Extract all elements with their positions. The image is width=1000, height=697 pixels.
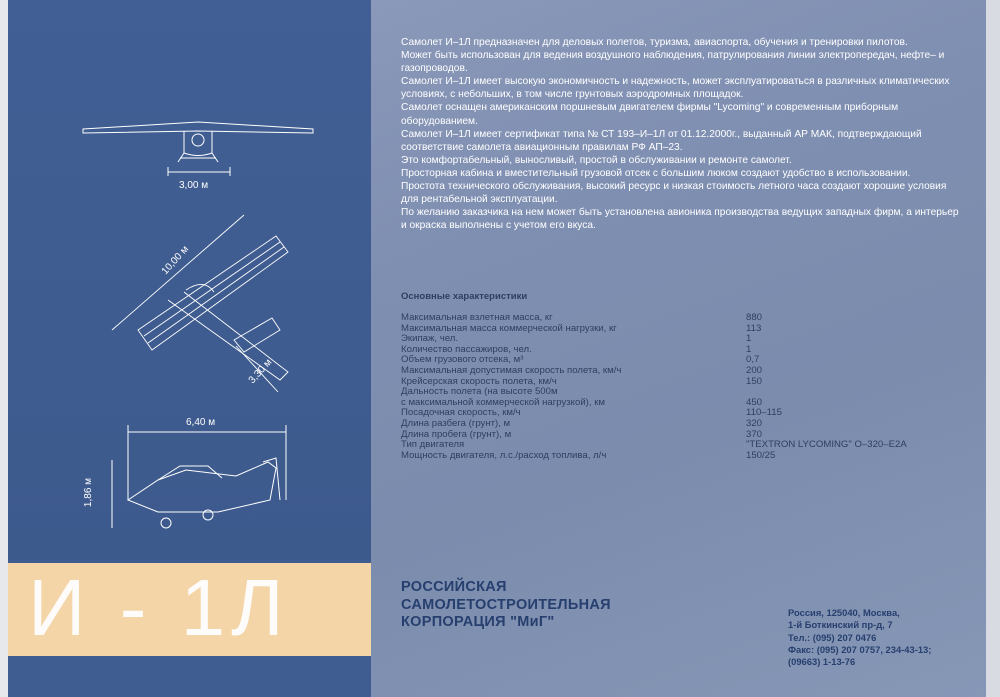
description-paragraph: Это комфортабельный, выносливый, простой в обслуживании и ремонте самолет. bbox=[401, 154, 792, 166]
spec-value: 1 bbox=[746, 343, 752, 355]
dimension-front-width: 3,00 м bbox=[179, 180, 209, 191]
corporation-line: САМОЛЕТОСТРОИТЕЛЬНАЯ bbox=[401, 596, 611, 613]
spec-row bbox=[401, 451, 961, 462]
spec-value: 1 bbox=[746, 333, 752, 345]
spec-label: Длина разбега (грунт), м bbox=[401, 417, 511, 429]
corporation-line: РОССИЙСКАЯ bbox=[401, 579, 507, 595]
spec-row bbox=[401, 313, 961, 324]
description bbox=[401, 36, 961, 232]
address-line: Россия, 125040, Москва, bbox=[788, 607, 900, 618]
corporation-name bbox=[401, 579, 611, 632]
specs-table bbox=[401, 313, 961, 461]
dimension-span: 10,00 м bbox=[159, 243, 192, 278]
spec-row bbox=[401, 387, 961, 408]
spec-value: 370 bbox=[746, 428, 763, 440]
contact-address bbox=[788, 607, 931, 668]
spec-value: 150 bbox=[746, 375, 763, 387]
description-paragraph: Просторная кабина и вместительный грузовой отсек с большим люком создают удобство в использовании. bbox=[401, 167, 911, 179]
spec-value: 450 bbox=[746, 396, 763, 408]
spec-value: 880 bbox=[746, 312, 763, 323]
spec-row bbox=[401, 419, 961, 430]
spec-label: Дальность полета (на высоте 500м с максимальной коммерческой нагрузкой), км bbox=[401, 386, 606, 408]
fax-line: (09663) 1-13-76 bbox=[788, 656, 856, 668]
description-paragraph: Самолет И–1Л предназначен для деловых полетов, туризма, авиаспорта, обучения и тренировки пилотов. bbox=[401, 37, 908, 48]
spec-value: 150/25 bbox=[746, 449, 776, 461]
spec-label: Длина пробега (грунт), м bbox=[401, 428, 512, 440]
dimension-height: 1,86 м bbox=[83, 477, 95, 508]
description-paragraph: Может быть использован для ведения воздушного наблюдения, патрулирования линии электропередач, нефте– и газопроводов. bbox=[401, 50, 945, 75]
address-line: 1-й Боткинский пр-д, 7 bbox=[788, 619, 893, 631]
aircraft-drawings bbox=[8, 0, 371, 560]
description-paragraph: Простота технического обслуживания, высокий ресурс и низкая стоимость летного часа создают хорошие условия для рентабельной эксплуатации. bbox=[401, 181, 947, 206]
description-paragraph: По желанию заказчика на нем может быть установлена авионика производства ведущих западных фирм, а интерьер и окраска выполнены с учетом его вкуса. bbox=[401, 207, 959, 232]
spec-label: Объем грузового отсека, м³ bbox=[401, 354, 524, 366]
dimension-length: 6,40 м bbox=[186, 417, 216, 428]
description-paragraph: Самолет И–1Л имеет высокую экономичность и надежность, может эксплуатироваться в различных климатических условиях, с небольших, в том числе грунтовых аэродромных площадок. bbox=[401, 76, 950, 101]
spec-value: 0,7 bbox=[746, 354, 760, 366]
spec-label: Максимальная взлетная масса, кг bbox=[401, 312, 553, 323]
corporation-line: КОРПОРАЦИЯ "МиГ" bbox=[401, 614, 555, 630]
spec-label: Мощность двигателя, л.с./расход топлива, л/ч bbox=[401, 449, 607, 461]
spec-label: Посадочная скорость, км/ч bbox=[401, 407, 521, 419]
spec-row bbox=[401, 366, 961, 377]
spec-value: "TEXTRON LYCOMING" O–320–E2A bbox=[746, 439, 907, 451]
spec-label: Тип двигателя bbox=[401, 439, 465, 451]
spec-row bbox=[401, 324, 961, 335]
specs-title: Основные характеристики bbox=[401, 291, 528, 302]
side-view-drawing bbox=[112, 425, 286, 528]
spec-value: 113 bbox=[746, 322, 762, 334]
left-footer bbox=[8, 656, 371, 697]
spec-label: Экипаж, чел. bbox=[401, 333, 459, 345]
fax-line: Факс: (095) 207 0757, 234-43-13; bbox=[788, 643, 932, 655]
spec-label: Максимальная допустимая скорость полета, км/ч bbox=[401, 364, 622, 376]
description-paragraph: Самолет оснащен американским поршневым двигателем фирмы "Lycoming" и современным приборным оборудованием. bbox=[401, 102, 899, 127]
spec-value: 200 bbox=[746, 364, 763, 376]
page-edge bbox=[986, 0, 1000, 697]
spec-label: Количество пассажиров, чел. bbox=[401, 343, 532, 355]
spec-value: 320 bbox=[746, 417, 763, 429]
phone-line: Тел.: (095) 207 0476 bbox=[788, 631, 877, 643]
spec-value: 110–115 bbox=[746, 407, 782, 419]
spec-label: Максимальная масса коммерческой нагрузки, кг bbox=[401, 322, 617, 334]
front-view-drawing bbox=[83, 122, 313, 176]
model-title: И - 1Л bbox=[28, 563, 290, 652]
dimension-tail-span: 3,30 м bbox=[246, 356, 275, 387]
spec-label: Крейсерская скорость полета, км/ч bbox=[401, 375, 557, 387]
description-paragraph: Самолет И–1Л имеет сертификат типа № СТ 193–И–1Л от 01.12.2000г., выданный АР МАК, подтверждающий соответствие самолета авиационным правилам РФ АП–23. bbox=[401, 128, 922, 153]
